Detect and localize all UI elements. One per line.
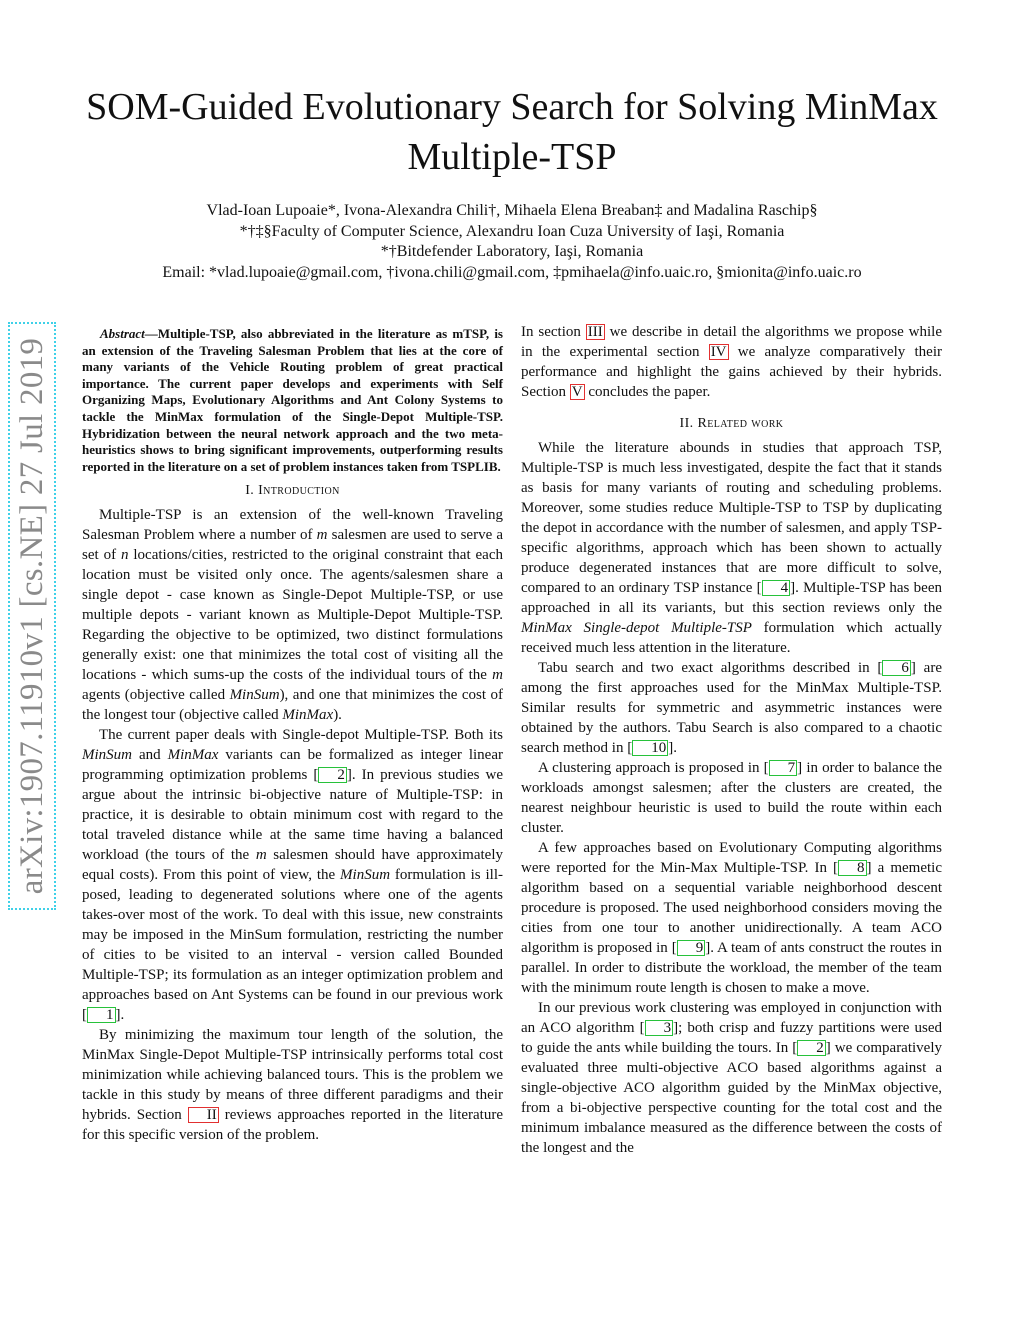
text: concludes the paper. bbox=[584, 384, 711, 400]
related-paragraph-3 bbox=[521, 758, 942, 838]
affiliation-2: *†Bitdefender Laboratory, Iaşi, Romania bbox=[380, 243, 644, 260]
text: salesmen should have approximately equal costs). From this point of view, the bbox=[82, 847, 504, 884]
text: The current paper deals with Single-depot Multiple-TSP. Both its bbox=[99, 727, 503, 744]
intro-paragraph-1 bbox=[82, 505, 503, 725]
text: ]; both crisp and fuzzy partitions were used to guide the ants while building the tours. In [ bbox=[521, 1020, 942, 1056]
text: ). bbox=[333, 707, 342, 724]
citation-link-2[interactable]: 2 bbox=[318, 767, 347, 783]
author-block bbox=[60, 201, 964, 283]
citation-link-7[interactable]: 7 bbox=[769, 760, 798, 776]
text: and bbox=[132, 747, 168, 764]
text: By minimizing the maximum tour length of the solution, the MinMax Single-Depot Multiple-TSP intrinsically performs total cost minimization while achieving balanced tours. This is the problem we tackle in this study by means of three different paradigms and their hybrids. Section bbox=[82, 1027, 503, 1124]
text: we describe in detail the algorithms we propose while in the experimental section bbox=[521, 324, 942, 360]
math-n: n bbox=[120, 547, 129, 564]
citation-link-2[interactable]: 2 bbox=[797, 1040, 826, 1056]
abstract-label: Abstract bbox=[100, 326, 145, 341]
affiliation-1: *†‡§Faculty of Computer Science, Alexandru Ioan Cuza University of Iaşi, Romania bbox=[239, 222, 785, 240]
text: formulation is ill-posed, leading to degenerated solutions where one of the agents takes-over most of the work. To deal with this issue, new constraints may be imposed in the MinSum formulation, restricting the number of cities to be visited to an interval - version called Bounded Multiple-TSP; its formulation as an integer optimization problem and approaches based on Ant Systems can be found in our previous work [ bbox=[82, 867, 503, 1024]
text: ] we comparatively evaluated three multi-objective ACO based algorithms against a single-objective ACO algorithm guided by the MinMax objective, from a bi-objective perspective counting for the total cost and the minimum imbalance measured as the difference between the costs of the longest and the bbox=[521, 1040, 943, 1156]
text: ]. In previous studies we argue about the intrinsic bi-objective nature of Multiple-TSP: in practice, it is desirable to obtain minimum cost with regard to the total traveled distance while at the same time having a balanced workload (the tours of the bbox=[82, 767, 503, 864]
text: ]. Multiple-TSP has been approached in all its variants, but this section reviews only the bbox=[521, 580, 942, 616]
author-emails: Email: *vlad.lupoaie@gmail.com, †ivona.chili@gmail.com, ‡pmihaela@info.uaic.ro, §mionita@info.uaic.ro bbox=[162, 263, 862, 281]
text: ]. A team of ants construct the routes in parallel. In order to distribute the workload, the member of the team with the minimum route length is chosen to make a move. bbox=[521, 940, 942, 996]
text: ] in order to balance the workloads amongst salesmen; after the clusters are created, the nearest neighbour heuristic is used to build the route within each cluster. bbox=[521, 760, 943, 836]
abstract-text: Multiple-TSP, also abbreviated in the literature as mTSP, is an extension of the Traveling Salesman Problem that lies at the core of many variants of the Vehicle Routing problem of great practical importance. The current paper develops and experiments with Self Organizing Maps, Evolutionary Algorithms and Ant Colony Systems to tackle the MinMax formulation of the Single-Depot Multiple-TSP. Hybridization between the neural network approach and the two meta-heuristics shows to bring significant improvements, outperforming results reported in the literature on a set of problem instances taken from TSPLIB. bbox=[82, 326, 503, 474]
term-minmax: MinMax bbox=[282, 707, 334, 724]
term-minmax: MinMax bbox=[167, 747, 219, 764]
text: we analyze comparatively their performance and highlight the gains achieved by their hybrids. Section bbox=[521, 344, 942, 400]
text: reviews approaches reported in the literature for this specific version of the problem. bbox=[82, 1107, 503, 1144]
text: locations/cities, restricted to the original constraint that each location must be visited only once. The agents/salesmen share a single depot - case known as Single-Depot Multiple-TSP, or use multiple depots - variant known as Multiple-Depot Multiple-TSP. Regarding the objective to be optimized, two distinct formulations generally exist: one that minimizes the total cost of visiting all the locations - which sums-up the costs of the individual tours of the bbox=[82, 547, 503, 684]
term-minsum: MinSum bbox=[229, 687, 280, 704]
text: While the literature abounds in studies that approach TSP, Multiple-TSP is much less investigated, despite the fact that it stands as basis for many variants of routing and scheduling problems. Moreover, some studies reduce Multiple-TSP to TSP by duplicating the depot in accordance with the number of salesmen, and apply TSP-specific algorithms, approach which has been shown to actually produce degenerated instances that are more difficult to solve, compared to an ordinary TSP instance [ bbox=[521, 440, 942, 596]
related-paragraph-1 bbox=[521, 438, 942, 658]
section-link-IV[interactable]: IV bbox=[710, 344, 727, 360]
citation-link-3[interactable]: 3 bbox=[645, 1020, 674, 1036]
citation-link-6[interactable]: 6 bbox=[882, 660, 911, 676]
section-heading-introduction: I. Introduction bbox=[245, 483, 340, 499]
left-column bbox=[82, 322, 503, 1145]
intro-paragraph-3 bbox=[82, 1025, 503, 1145]
section-link-II[interactable]: II bbox=[188, 1107, 219, 1123]
text: Multiple-TSP is an extension of the well-known Traveling Salesman Problem where a number of bbox=[82, 507, 503, 544]
text: In our previous work clustering was employed in conjunction with an ACO algorithm [ bbox=[521, 1000, 942, 1036]
text: A few approaches based on Evolutionary Computing algorithms were reported for the Min-Max Multiple-TSP. In [ bbox=[521, 840, 942, 876]
section-link-V[interactable]: V bbox=[571, 384, 583, 400]
citation-link-9[interactable]: 9 bbox=[677, 940, 706, 956]
text: A clustering approach is proposed in [ bbox=[538, 760, 769, 776]
paper-title: SOM-Guided Evolutionary Search for Solving MinMax Multiple-TSP bbox=[86, 86, 938, 178]
text: variants can be formalized as integer linear programming optimization problems [ bbox=[82, 747, 503, 784]
citation-link-8[interactable]: 8 bbox=[838, 860, 867, 876]
text: ]. bbox=[668, 740, 677, 756]
citation-link-10[interactable]: 10 bbox=[632, 740, 668, 756]
text: ), and one that minimizes the cost of the longest tour (objective called bbox=[82, 687, 503, 724]
author-names: Vlad-Ioan Lupoaie*, Ivona-Alexandra Chili†, Mihaela Elena Breaban‡ and Madalina Raschip§ bbox=[206, 202, 818, 219]
text: ] are among the first approaches used for the MinMax Multiple-TSP. Similar results for symmetric and asymmetric instances were obtained by the authors. Tabu Search is also compared to a chaotic search method in [ bbox=[521, 660, 942, 756]
related-paragraph-2 bbox=[521, 658, 942, 758]
intro-paragraph-2 bbox=[82, 725, 503, 1025]
arxiv-stamp bbox=[8, 322, 56, 910]
intro-paragraph-4 bbox=[521, 322, 942, 402]
section-heading-related-work: II. Related work bbox=[679, 416, 784, 431]
right-column bbox=[521, 322, 942, 1158]
math-m: m bbox=[255, 847, 267, 864]
text: ] a memetic algorithm based on a sequential variable neighborhood descent procedure is proposed. The used neighborhood considers moving the cities from one tour to another unidirectionally. A team ACO algorithm is proposed in [ bbox=[521, 860, 942, 956]
text: salesmen are used to serve a set of bbox=[82, 527, 504, 564]
term-minsum: MinSum bbox=[340, 867, 391, 884]
text: ]. bbox=[115, 1007, 125, 1024]
arxiv-id[interactable]: arXiv:1907.11910v1 [cs.NE] 27 Jul 2019 bbox=[8, 322, 56, 910]
section-link-III[interactable]: III bbox=[587, 324, 603, 340]
math-m: m bbox=[492, 667, 503, 684]
related-paragraph-4 bbox=[521, 838, 942, 998]
related-paragraph-5 bbox=[521, 998, 942, 1158]
text: Tabu search and two exact algorithms described in [ bbox=[538, 660, 883, 676]
math-m: m bbox=[316, 527, 328, 544]
abstract bbox=[82, 326, 503, 475]
citation-link-4[interactable]: 4 bbox=[762, 580, 791, 596]
text: formulation which actually received much less attention in the literature. bbox=[521, 620, 942, 656]
text: agents (objective called bbox=[82, 687, 230, 704]
citation-link-1[interactable]: 1 bbox=[87, 1007, 116, 1023]
abstract-dash: — bbox=[144, 326, 158, 341]
term-minsum: MinSum bbox=[82, 747, 132, 764]
term-minmax-single-depot: MinMax Single-depot Multiple-TSP bbox=[521, 620, 752, 636]
text: In section bbox=[521, 324, 586, 340]
